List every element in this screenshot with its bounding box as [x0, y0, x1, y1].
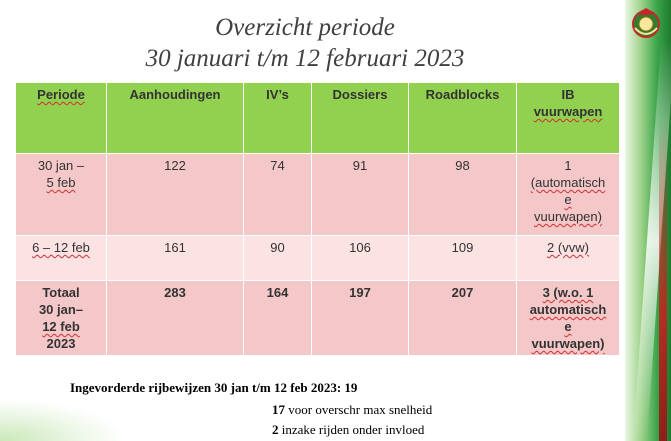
statistics-table: [15, 82, 620, 356]
cell-roadblocks: 98: [409, 154, 517, 236]
cell-ib-vuurwapen: 1 (automatisch e vuurwapen): [517, 154, 620, 236]
cell-periode: 30 jan – 5 feb: [16, 154, 107, 236]
slide-title: [60, 12, 550, 74]
header-dossiers: Dossiers: [312, 83, 409, 154]
header-ivs: IV’s: [244, 83, 312, 154]
table-row: [16, 236, 620, 281]
note-ingevorderde-rijbewijzen: Ingevorderde rijbewijzen 30 jan t/m 12 feb 2023: 19: [70, 380, 358, 395]
decorative-red-stripe: [659, 120, 667, 441]
table-row-total: [16, 281, 620, 356]
police-emblem-icon: [629, 6, 663, 40]
decorative-bottom-glow: [0, 401, 120, 441]
header-aanhoudingen: Aanhoudingen: [107, 83, 244, 154]
table-row: [16, 154, 620, 236]
header-periode: Periode: [16, 83, 107, 154]
cell-periode: 6 – 12 feb: [16, 236, 107, 281]
header-roadblocks: Roadblocks: [409, 83, 517, 154]
cell-periode: Totaal 30 jan– 12 feb 2023: [16, 281, 107, 356]
table-header-row: [16, 83, 620, 154]
title-line-1: Overzicht periode: [215, 14, 395, 41]
cell-roadblocks: 109: [409, 236, 517, 281]
cell-ivs: 164: [244, 281, 312, 356]
cell-aanhoudingen: 283: [107, 281, 244, 356]
cell-ivs: 90: [244, 236, 312, 281]
cell-dossiers: 197: [312, 281, 409, 356]
cell-aanhoudingen: 161: [107, 236, 244, 281]
note-rijden-onder-invloed: 2 inzake rijden onder invloed: [272, 422, 425, 437]
cell-aanhoudingen: 122: [107, 154, 244, 236]
cell-ivs: 74: [244, 154, 312, 236]
note-overschrijding: 17 voor overschr max snelheid: [272, 402, 433, 417]
cell-roadblocks: 207: [409, 281, 517, 356]
cell-dossiers: 91: [312, 154, 409, 236]
cell-dossiers: 106: [312, 236, 409, 281]
title-line-2: 30 januari t/m 12 februari 2023: [145, 45, 465, 72]
header-ib-vuurwapen: IB vuurwapen: [517, 83, 620, 154]
cell-ib-vuurwapen: 3 (w.o. 1 automatisch e vuurwapen): [517, 281, 620, 356]
cell-ib-vuurwapen: 2 (vvw): [517, 236, 620, 281]
